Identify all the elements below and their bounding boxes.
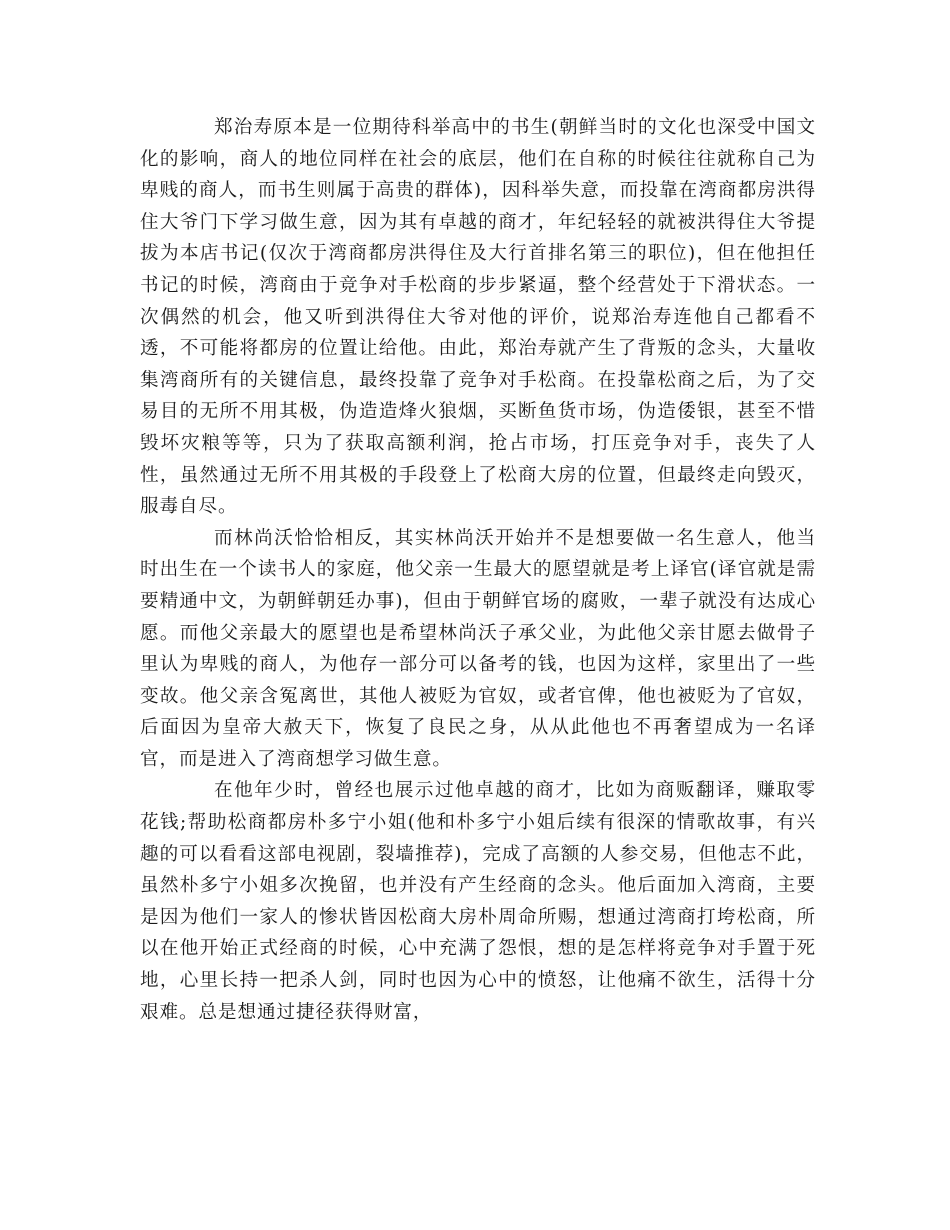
paragraph-1: 郑治寿原本是一位期待科举高中的书生(朝鲜当时的文化也深受中国文化的影响，商人的地位同样在社会的底层，他们在自称的时候往往就称自己为卑贱的商人，而书生则属于高贵的群体)，因科举失意，而投靠在湾商都房洪得住大爷门下学习做生意，因为其有卓越的商才，年纪轻轻的就被洪得住大爷提拔为本店书记(仅次于湾商都房洪得住及大行首排名第三的职位)，但在他担任书记的时候，湾商由于竞争对手松商的步步紧逼，整个经营处于下滑状态。一次偶然的机会，他又听到洪得住大爷对他的评价，说郑治寿连他自己都看不透，不可能将都房的位置让给他。由此，郑治寿就产生了背叛的念头，大量收集湾商所有的关键信息，最终投靠了竞争对手松商。在投靠松商之后，为了交易目的无所不用其极，伪造造烽火狼烟，买断鱼货市场，伪造倭银，甚至不惜毁坏灾粮等等，只为了获取高额利润，抢占市场，打压竞争对手，丧失了人性，虽然通过无所不用其极的手段登上了松商大房的位置，但最终走向毁灭，服毒自尽。 — [140, 117, 816, 518]
document-body — [140, 112, 816, 1028]
paragraph-2: 而林尚沃恰恰相反，其实林尚沃开始并不是想要做一名生意人，他当时出生在一个读书人的家庭，他父亲一生最大的愿望就是考上译官(译官就是需要精通中文，为朝鲜朝廷办事)，但由于朝鲜官场的腐败，一辈子就没有达成心愿。而他父亲最大的愿望也是希望林尚沃子承父业，为此他父亲甘愿去做骨子里认为卑贱的商人，为他存一部分可以备考的钱，也因为这样，家里出了一些变故。他父亲含冤离世，其他人被贬为官奴，或者官俾，他也被贬为了官奴，后面因为皇帝大赦天下，恢复了良民之身，从从此他也不再奢望成为一名译官，而是进入了湾商想学习做生意。 — [140, 527, 816, 770]
paragraph-3: 在他年少时，曾经也展示过他卓越的商才，比如为商贩翻译，赚取零花钱;帮助松商都房朴多宁小姐(他和朴多宁小姐后续有很深的情歌故事，有兴趣的可以看看这部电视剧，裂墙推荐)，完成了高额的人参交易，但他志不此，虽然朴多宁小姐多次挽留，也并没有产生经商的念头。他后面加入湾商，主要是因为他们一家人的惨状皆因松商大房朴周命所赐，想通过湾商打垮松商，所以在他开始正式经商的时候，心中充满了怨恨，想的是怎样将竞争对手置于死地，心里长持一把杀人剑，同时也因为心中的愤怒，让他痛不欲生，活得十分艰难。总是想通过捷径获得财富， — [140, 780, 816, 1023]
